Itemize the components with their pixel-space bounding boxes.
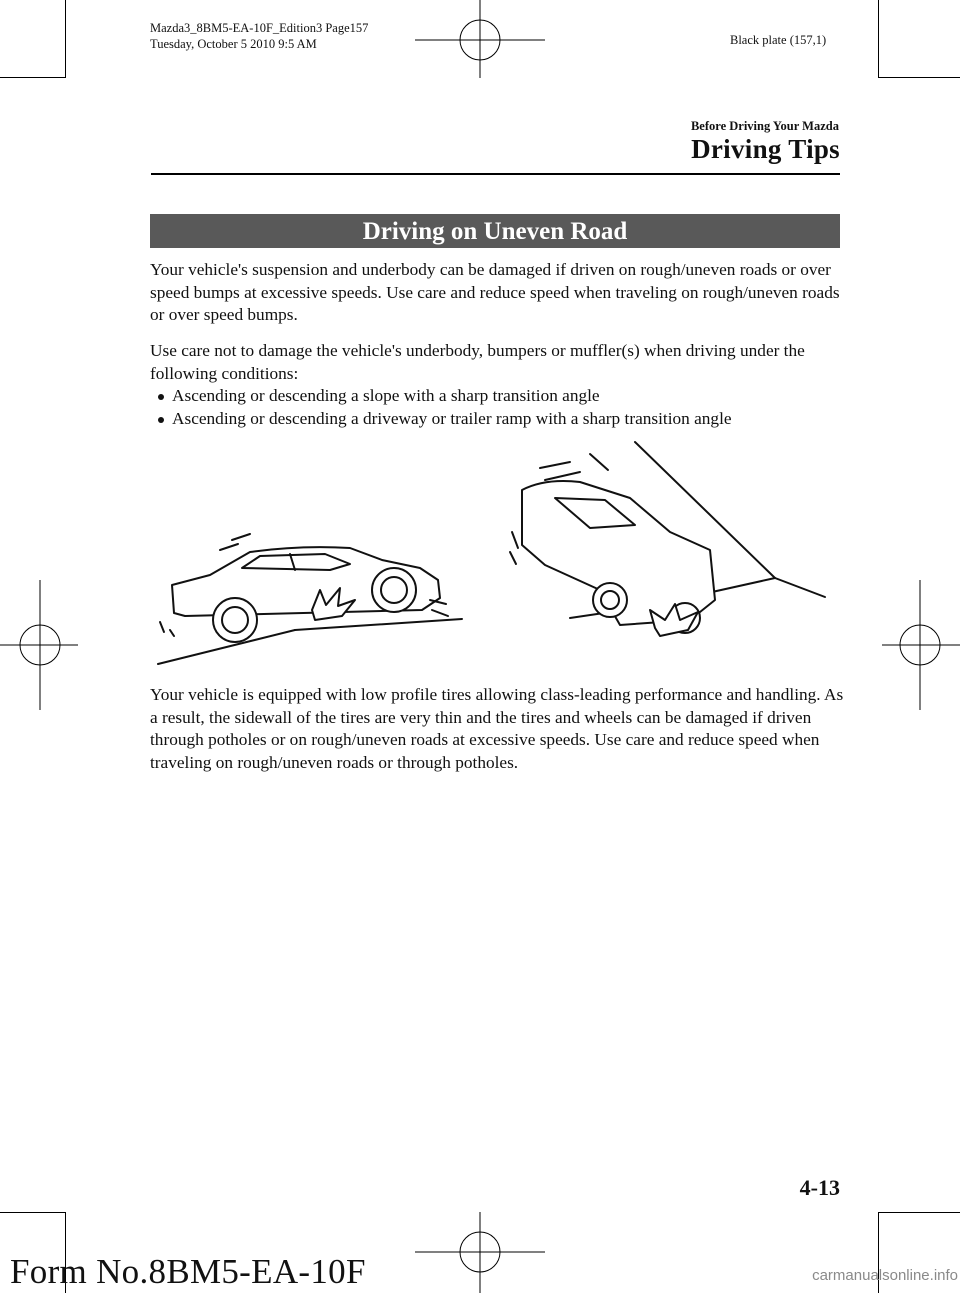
section-label: Before Driving Your Mazda [690,119,839,133]
list-item-text: Ascending or descending a slope with a sharp transition angle [172,386,600,405]
list-item-text: Ascending or descending a driveway or trailer ramp with a sharp transition angle [172,408,732,428]
header-rule [151,173,840,175]
bullet-icon [158,394,164,400]
paragraph-underbody: Use care not to damage the vehicle's underbody, bumpers or muffler(s) when driving under the following conditions: [150,341,805,383]
list-item [150,408,732,431]
bullet-icon [158,417,164,423]
form-number: Form No.8BM5-EA-10F [10,1252,366,1291]
list-item [150,385,732,408]
paragraph-suspension: Your vehicle's suspension and underbody can be damaged if driven on rough/uneven roads or over speed bumps at excessive speeds. Use care and reduce speed when traveling on rough/uneven roads or over speed bumps. [150,260,840,324]
print-info-date: Tuesday, October 5 2010 9:5 AM [150,37,317,51]
print-info [150,20,368,52]
watermark: carmanualsonline.info [812,1267,958,1284]
paragraph-low-profile-tires: Your vehicle is equipped with low profile tires allowing class-leading performance and handling. As a result, the sidewall of the tires are very thin and the tires and wheels can be damaged if driven through potholes or on rough/uneven roads at excessive speeds. Use care and reduce speed when traveling on rough/uneven roads or through potholes. [150,685,844,772]
conditions-list [150,385,732,430]
uneven-road-illustration [150,440,840,670]
chapter-title: Driving Tips [691,134,840,164]
plate-label: Black plate (157,1) [730,33,827,47]
print-info-file: Mazda3_8BM5-EA-10F_Edition3 Page157 [150,21,369,35]
car-on-ramp-drawing [510,442,825,636]
page-number: 4-13 [799,1175,840,1200]
section-heading: Driving on Uneven Road [150,214,840,248]
car-on-slope-drawing [158,534,462,664]
